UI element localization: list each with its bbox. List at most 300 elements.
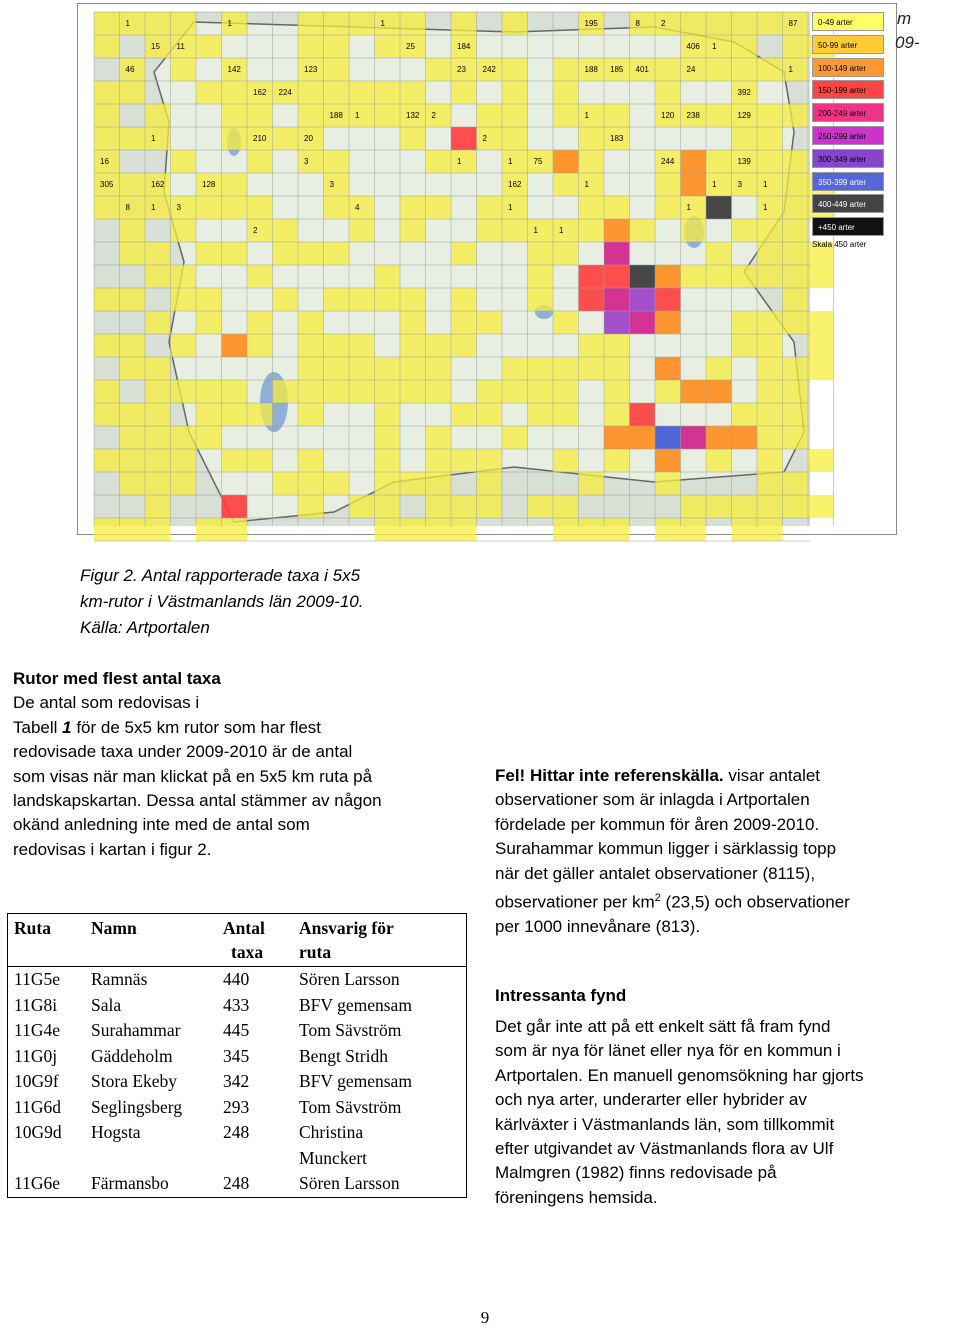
cell-namn: Gäddeholm — [91, 1045, 173, 1066]
map-grid-cell — [732, 495, 758, 518]
map-grid-cell — [757, 518, 783, 541]
map-grid-cell — [553, 380, 579, 403]
map-grid-cell — [94, 449, 120, 472]
map-grid-cell — [222, 403, 248, 426]
legend-item: 150-199 arter — [812, 80, 884, 99]
map-grid-cell — [400, 219, 426, 242]
map-grid-cell — [375, 104, 401, 127]
cell-namn: Hogsta — [91, 1122, 141, 1142]
paragraph-line: De antal som redovisas i — [13, 693, 200, 713]
map-grid-cell — [94, 196, 120, 219]
map-grid-cell — [732, 173, 758, 196]
map-grid-cell — [528, 495, 554, 518]
map-grid-cell — [426, 357, 452, 380]
cell-ruta: 10G9f — [14, 1071, 59, 1091]
map-grid-cell — [655, 380, 681, 403]
map-grid-cell — [553, 311, 579, 334]
map-grid-cell — [400, 12, 426, 35]
map-grid-cell — [196, 403, 222, 426]
map-grid-cell — [171, 472, 197, 495]
map-grid-cell — [324, 81, 350, 104]
map-grid-cell — [681, 196, 707, 219]
map-grid-cell — [171, 265, 197, 288]
map-grid-cell — [604, 288, 630, 311]
map-grid-cell — [94, 127, 120, 150]
map-grid-cell — [349, 334, 375, 357]
map-grid-cell — [349, 380, 375, 403]
cell-ruta: 11G0j — [14, 1045, 58, 1066]
map-grid-cell — [349, 12, 375, 35]
map-grid-cell — [451, 150, 477, 173]
map-grid-cell — [324, 12, 350, 35]
map-grid-cell — [579, 219, 605, 242]
map-grid-cell — [681, 173, 707, 196]
cell-count-label: 8 — [125, 203, 130, 212]
map-grid-cell — [553, 495, 579, 518]
map-grid-cell — [553, 81, 579, 104]
map-grid-cell — [502, 357, 528, 380]
map-grid-cell — [502, 196, 528, 219]
cell-count-label: 162 — [151, 180, 165, 189]
cell-ruta: 11G6d — [14, 1096, 61, 1117]
map-grid-cell — [145, 12, 171, 35]
cell-count-label: 3 — [304, 157, 309, 166]
map-grid-cell — [120, 449, 146, 472]
map-grid-cell — [451, 127, 477, 150]
map-grid-cell — [630, 426, 656, 449]
cell-count-label: 1 — [380, 19, 385, 28]
map-grid-cell — [604, 311, 630, 334]
map-grid-cell — [94, 12, 120, 35]
map-grid-cell — [324, 242, 350, 265]
map-grid-cell — [120, 357, 146, 380]
map-grid-cell — [324, 334, 350, 357]
map-grid-cell — [757, 242, 783, 265]
map-grid-cell — [222, 449, 248, 472]
map-grid-cell — [426, 472, 452, 495]
map-grid-cell — [196, 380, 222, 403]
map-grid-cell — [171, 150, 197, 173]
cell-namn: Surahammar — [91, 1020, 181, 1040]
map-grid-cell — [553, 173, 579, 196]
cell-count-label: 1 — [151, 134, 156, 143]
map-grid-cell — [196, 288, 222, 311]
cell-count-label: 184 — [457, 42, 471, 51]
map-grid-cell — [477, 449, 503, 472]
legend-item: 400-449 arter — [812, 194, 884, 213]
cell-count-label: 401 — [635, 65, 649, 74]
right-text-block — [495, 764, 960, 1210]
map-grid-cell — [630, 265, 656, 288]
map-grid-cell — [349, 357, 375, 380]
map-grid-cell — [196, 311, 222, 334]
map-grid-cell — [349, 288, 375, 311]
map-grid-cell — [528, 242, 554, 265]
cell-count-label: 1 — [788, 65, 793, 74]
map-grid-cell — [706, 173, 732, 196]
map-grid-cell — [477, 196, 503, 219]
map-grid-cell — [298, 380, 324, 403]
figure-caption — [80, 563, 450, 641]
table-row — [8, 993, 467, 1019]
cell-namn: Seglingsberg — [91, 1096, 183, 1117]
map-grid-cell — [171, 219, 197, 242]
map-grid-cell — [298, 495, 324, 518]
map-grid-cell — [783, 196, 809, 219]
map-grid-cell — [400, 472, 426, 495]
map-grid-cell — [757, 12, 783, 35]
map-grid-cell — [681, 219, 707, 242]
map-grid-cell — [222, 518, 248, 541]
map-grid-cell — [732, 403, 758, 426]
map-grid-cell — [451, 311, 477, 334]
cell-count-label: 406 — [686, 42, 700, 51]
cell-count-label: 188 — [584, 65, 598, 74]
paragraph-line: efter utgivandet av Västmanlands flora av Ulf — [495, 1138, 834, 1158]
cell-count-label: 15 — [151, 42, 160, 51]
table-row — [8, 967, 467, 993]
paragraph-line: när det gäller antalet observationer (8115), — [495, 863, 816, 883]
map-grid-cell — [655, 58, 681, 81]
cell-count-label: 238 — [686, 111, 700, 120]
cell-ruta: 10G9d — [14, 1122, 62, 1142]
paragraph-line: Malmgren (1982) finns redovisade på — [495, 1163, 777, 1183]
map-grid-cell — [324, 380, 350, 403]
map-grid-cell — [706, 104, 732, 127]
map-grid-cell — [655, 472, 681, 495]
map-grid-cell — [604, 265, 630, 288]
cell-count-label: 1 — [227, 19, 232, 28]
map-grid-cell — [808, 265, 834, 288]
map-grid-cell — [324, 288, 350, 311]
map-grid-cell — [94, 380, 120, 403]
map-grid-cell — [757, 495, 783, 518]
map-grid-cell — [655, 12, 681, 35]
table-row — [8, 1069, 467, 1095]
map-grid-cell — [757, 426, 783, 449]
map-grid-cell — [451, 242, 477, 265]
cell-count-label: 25 — [406, 42, 415, 51]
map-grid-cell — [502, 150, 528, 173]
paragraph-line: Tabell 1 för de 5x5 km rutor som har flest — [13, 717, 322, 737]
cell-count-label: 46 — [125, 65, 135, 74]
cell-count-label: 1 — [763, 180, 768, 189]
map-grid-cell — [349, 196, 375, 219]
caption-line: Källa: Artportalen — [80, 618, 210, 637]
clipped-text-fragment: 09- — [895, 33, 920, 52]
map-grid-cell — [298, 12, 324, 35]
map-grid-cell — [553, 449, 579, 472]
map-grid-cell — [655, 288, 681, 311]
legend-item: 250-299 arter — [812, 126, 884, 145]
paragraph-line: Fel! Hittar inte referenskälla. visar antalet — [495, 766, 821, 785]
map-grid-cell — [222, 173, 248, 196]
paragraph-line: och nya arter, underarter eller hybrider av — [495, 1090, 807, 1110]
section-heading: Rutor med flest antal taxa — [13, 669, 221, 688]
map-grid-cell — [553, 58, 579, 81]
map-grid-cell — [732, 334, 758, 357]
map-grid-cell — [94, 81, 120, 104]
map-grid-cell — [145, 196, 171, 219]
map-grid-cell — [604, 403, 630, 426]
paragraph-line: okänd anledning inte med de antal som — [13, 815, 310, 835]
cell-count-label: 87 — [788, 19, 798, 28]
map-grid-cell — [528, 403, 554, 426]
map-grid-cell — [120, 196, 146, 219]
map-grid-cell — [502, 81, 528, 104]
map-grid-cell — [120, 288, 146, 311]
cell-count-label: 1 — [508, 203, 513, 212]
map-grid-cell — [553, 518, 579, 541]
map-grid-cell — [247, 150, 273, 173]
map-grid-cell — [706, 196, 732, 219]
map-grid-cell — [681, 380, 707, 403]
map-grid-cell — [426, 150, 452, 173]
map-grid-cell — [94, 334, 120, 357]
map-grid-cell — [783, 150, 809, 173]
map-grid-cell — [655, 265, 681, 288]
map-grid-cell — [655, 518, 681, 541]
map-grid-cell — [145, 127, 171, 150]
map-grid-cell — [298, 311, 324, 334]
map-grid-cell — [196, 35, 222, 58]
map-grid-cell — [298, 104, 324, 127]
map-grid-cell — [298, 242, 324, 265]
map-grid-cell — [604, 518, 630, 541]
clipped-text-fragment: m — [897, 9, 912, 28]
map-grid-cell — [222, 334, 248, 357]
map-grid-cell — [477, 127, 503, 150]
map-grid-cell — [145, 311, 171, 334]
map-grid-cell — [171, 380, 197, 403]
table-row — [8, 1171, 467, 1197]
map-grid-cell — [655, 449, 681, 472]
map-grid-cell — [120, 472, 146, 495]
map-grid-cell — [783, 357, 809, 380]
map-grid-cell — [579, 196, 605, 219]
map-grid-cell — [783, 58, 809, 81]
map-grid-cell — [706, 12, 732, 35]
cell-count-label: 120 — [661, 111, 675, 120]
map-grid-cell — [502, 380, 528, 403]
map-grid-cell — [808, 357, 834, 380]
map-grid-cell — [808, 311, 834, 334]
page-number: 9 — [480, 1308, 490, 1327]
map-grid-cell — [324, 196, 350, 219]
map-grid-cell — [706, 380, 732, 403]
map-grid-cell — [400, 127, 426, 150]
map-grid-cell — [196, 426, 222, 449]
map-grid-cell — [604, 242, 630, 265]
map-grid-cell — [579, 265, 605, 288]
map-grid-cell — [171, 288, 197, 311]
map-grid-cell — [298, 357, 324, 380]
map-grid-cell — [247, 449, 273, 472]
cell-ruta: 11G5e — [14, 969, 61, 989]
paragraph-line: som visas när man klickat på en 5x5 km ruta på — [13, 766, 373, 786]
cell-ruta: 11G6e — [14, 1173, 61, 1193]
cell-antal: 445 — [223, 1020, 250, 1040]
map-grid-cell — [120, 12, 146, 35]
map-grid-cell — [783, 495, 809, 518]
map-grid-cell — [145, 449, 171, 472]
map-grid-cell — [681, 518, 707, 541]
reference-error[interactable]: Fel! Hittar inte referenskälla. — [495, 766, 724, 785]
map-grid-cell — [145, 518, 171, 541]
map-grid-cell — [757, 380, 783, 403]
cell-count-label: 162 — [508, 180, 522, 189]
map-grid-cell — [426, 58, 452, 81]
map-grid-cell — [681, 265, 707, 288]
map-grid-cell — [553, 104, 579, 127]
map-grid-cell — [655, 311, 681, 334]
map-grid-cell — [375, 12, 401, 35]
map-grid-cell — [145, 265, 171, 288]
map-grid-cell — [477, 403, 503, 426]
map-grid-cell — [298, 81, 324, 104]
cell-namn: Sala — [91, 994, 122, 1015]
map-svg — [94, 12, 810, 526]
map-grid-cell — [757, 311, 783, 334]
map-grid-cell — [528, 288, 554, 311]
table-row — [8, 1095, 467, 1121]
cell-count-label: 1 — [763, 203, 768, 212]
map-grid-cell — [732, 311, 758, 334]
map-grid-cell — [400, 81, 426, 104]
cell-count-label: 3 — [329, 180, 334, 189]
caption-line: km-rutor i Västmanlands län 2009-10. — [80, 592, 364, 611]
map-grid-cell — [451, 12, 477, 35]
map-grid-cell — [604, 196, 630, 219]
map-grid-cell — [655, 173, 681, 196]
map-grid-cell — [706, 35, 732, 58]
map-grid-cell — [757, 472, 783, 495]
map-grid-cell — [528, 265, 554, 288]
cell-count-label: 23 — [457, 65, 466, 74]
map-grid-cell — [247, 334, 273, 357]
cell-count-label: 1 — [125, 19, 130, 28]
map-grid-cell — [375, 288, 401, 311]
cell-count-label: 1 — [584, 111, 589, 120]
cell-count-label: 2 — [431, 111, 436, 120]
map-grid-cell — [783, 426, 809, 449]
map-grid-cell — [477, 104, 503, 127]
map-grid-cell — [196, 196, 222, 219]
map-grid-cell — [579, 173, 605, 196]
map-grid-cell — [783, 380, 809, 403]
paragraph-line: föreningens hemsida. — [495, 1187, 658, 1207]
cell-antal: 248 — [223, 1122, 250, 1142]
cell-antal: 433 — [223, 994, 250, 1015]
map-grid-cell — [400, 311, 426, 334]
map-grid-cell — [655, 357, 681, 380]
map-grid-cell — [349, 81, 375, 104]
map-grid-cell — [451, 288, 477, 311]
paragraph-line: kärlväxter i Västmanlands län, som tillkommit — [495, 1114, 835, 1134]
map-grid-cell — [222, 127, 248, 150]
map-grid-cell — [222, 196, 248, 219]
map-grid-cell — [196, 81, 222, 104]
cell-ansvarig: Tom Sävström — [299, 1096, 402, 1117]
map-grid-cell — [604, 334, 630, 357]
cell-count-label: 1 — [584, 180, 589, 189]
table-row — [8, 1120, 467, 1171]
map-legend — [812, 12, 884, 249]
map-grid-cell — [145, 104, 171, 127]
table-row — [8, 1018, 467, 1044]
map-grid-cell — [375, 265, 401, 288]
header-namn: Namn — [91, 918, 137, 938]
map-grid-cell — [630, 311, 656, 334]
cell-count-label: 195 — [584, 19, 598, 28]
map-grid-cell — [426, 495, 452, 518]
map-grid-cell — [400, 196, 426, 219]
map-grid-cell — [375, 35, 401, 58]
map-grid-cell — [400, 380, 426, 403]
map-grid-cell — [757, 104, 783, 127]
map-grid-cell — [222, 242, 248, 265]
map-grid-cell — [400, 357, 426, 380]
map-grid-cell — [145, 242, 171, 265]
table-header-row — [8, 914, 467, 967]
cell-count-label: 8 — [635, 19, 640, 28]
map-grid-cell — [196, 242, 222, 265]
map-grid-cell — [502, 104, 528, 127]
map-grid-cell — [757, 357, 783, 380]
map-grid-cell — [324, 150, 350, 173]
cell-count-label: 129 — [737, 111, 751, 120]
cell-ansvarig: Christina Munckert — [299, 1122, 368, 1168]
map-grid-cell — [120, 81, 146, 104]
map-grid-cell — [273, 219, 299, 242]
map-grid-cell — [451, 81, 477, 104]
map-grid-cell — [528, 219, 554, 242]
map-grid-cell — [324, 35, 350, 58]
map-grid-cell — [783, 219, 809, 242]
paragraph-line: Artportalen. En manuell genomsökning har gjorts — [495, 1065, 864, 1085]
cell-count-label: 210 — [253, 134, 267, 143]
map-grid-cell — [477, 380, 503, 403]
map-grid-cell — [757, 150, 783, 173]
map-grid-cell — [732, 219, 758, 242]
map-grid-cell — [375, 81, 401, 104]
legend-item: 350-399 arter — [812, 172, 884, 191]
cell-namn: Färmansbo — [91, 1173, 169, 1193]
map-grid-cell — [783, 242, 809, 265]
map-grid-cell — [502, 219, 528, 242]
map-grid-cell — [553, 219, 579, 242]
map-grid-cell — [171, 449, 197, 472]
map-grid-cell — [757, 173, 783, 196]
map-grid-cell — [604, 219, 630, 242]
map-grid-cell — [400, 334, 426, 357]
map-grid-cell — [451, 518, 477, 541]
map-grid-cell — [732, 426, 758, 449]
map-grid-cell — [655, 426, 681, 449]
cell-ansvarig: BFV gemensam — [299, 1071, 412, 1091]
map-grid-cell — [298, 334, 324, 357]
paragraph-line: Det går inte att på ett enkelt sätt få fram fynd — [495, 1016, 831, 1036]
cell-count-label: 24 — [686, 65, 696, 74]
table-reference-link[interactable]: 1 — [62, 717, 72, 737]
map-grid-cell — [298, 449, 324, 472]
cell-count-label: 4 — [355, 203, 360, 212]
map-grid-cell — [783, 104, 809, 127]
map-grid-cell — [171, 426, 197, 449]
map-grid-cell — [783, 288, 809, 311]
paragraph-line: observationer per $km^2$ (23,5) och observationer — [495, 892, 850, 912]
map-grid-cell — [247, 403, 273, 426]
